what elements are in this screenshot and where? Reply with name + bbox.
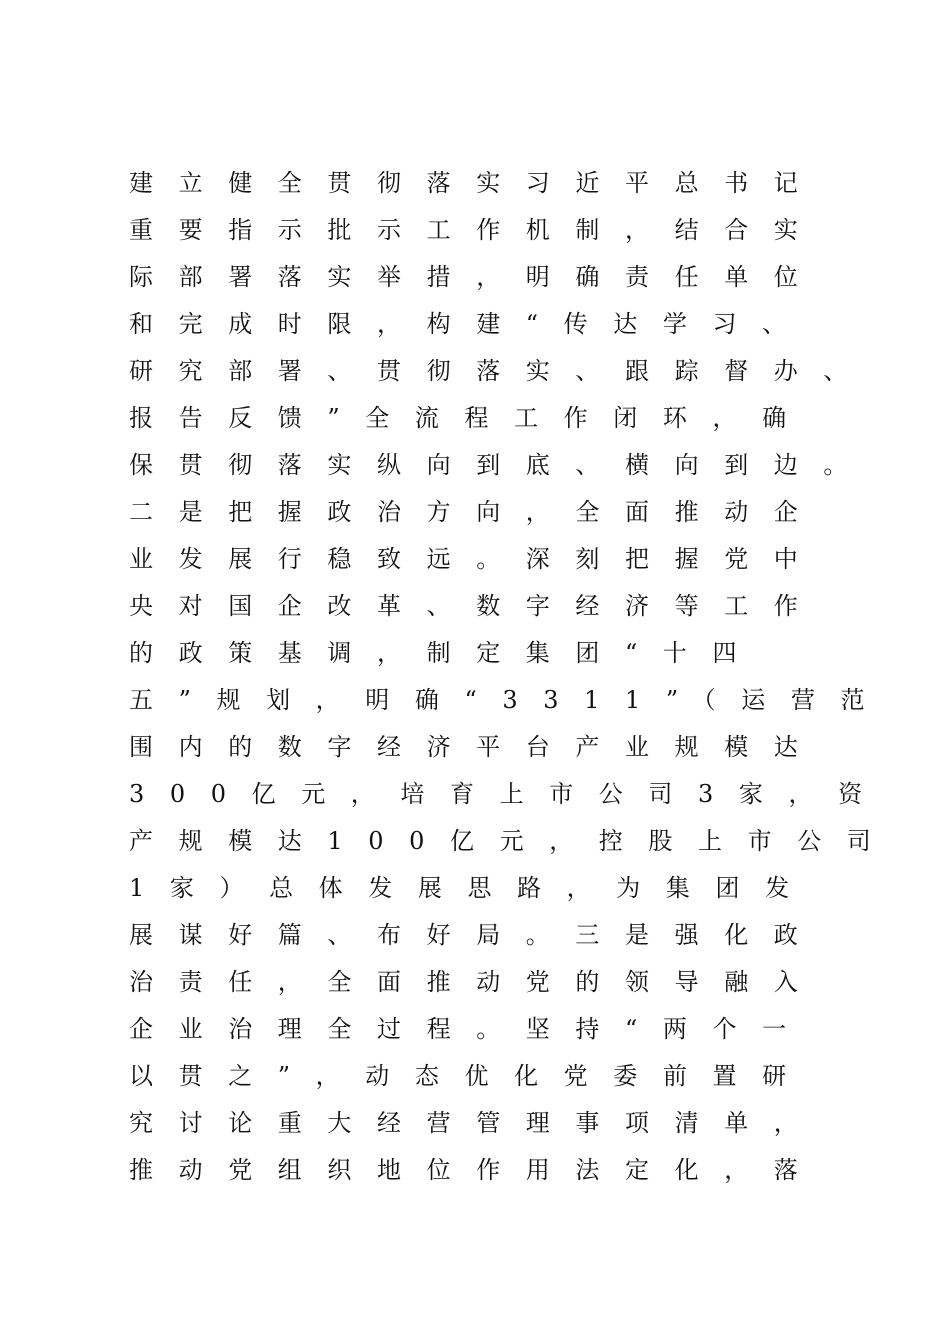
text-line: 建立健全贯彻落实习近平总书记 (129, 169, 824, 197)
text-line: 以贯之”，动态优化党委前置研 (129, 1062, 812, 1090)
body-text (129, 160, 897, 1194)
text-line: 保贯彻落实纵向到底、横向到边。 (129, 451, 873, 479)
text-line: 300亿元，培育上市公司3家，资 (129, 780, 888, 808)
text-line: 重要指示批示工作机制，结合实 (129, 216, 824, 244)
text-line: 围内的数字经济平台产业规模达 (129, 733, 824, 761)
text-line: 和完成时限，构建“传达学习、 (129, 310, 812, 338)
text-line: 央对国企改革、数字经济等工作 (129, 592, 824, 620)
text-line: 究讨论重大经营管理事项清单， (129, 1109, 824, 1137)
text-line: 推动党组织地位作用法定化，落 (129, 1156, 824, 1184)
text-line: 1家）总体发展思路，为集团发 (129, 874, 815, 902)
text-line: 研究部署、贯彻落实、跟踪督办、 (129, 357, 873, 385)
text-line: 五”规划，明确“3311”（运营范 (129, 686, 891, 714)
text-line: 的政策基调，制定集团“十四 (129, 639, 763, 667)
text-line: 二是把握政治方向，全面推动企 (129, 498, 824, 526)
text-line: 产规模达100亿元，控股上市公司 (129, 827, 897, 855)
text-line: 业发展行稳致远。深刻把握党中 (129, 545, 824, 573)
text-line: 际部署落实举措，明确责任单位 (129, 263, 824, 291)
text-line: 报告反馈”全流程工作闭环，确 (129, 404, 812, 432)
text-line: 展谋好篇、布好局。三是强化政 (129, 921, 824, 949)
text-line: 企业治理全过程。坚持“两个一 (129, 1015, 812, 1043)
text-line: 治责任，全面推动党的领导融入 (129, 968, 824, 996)
